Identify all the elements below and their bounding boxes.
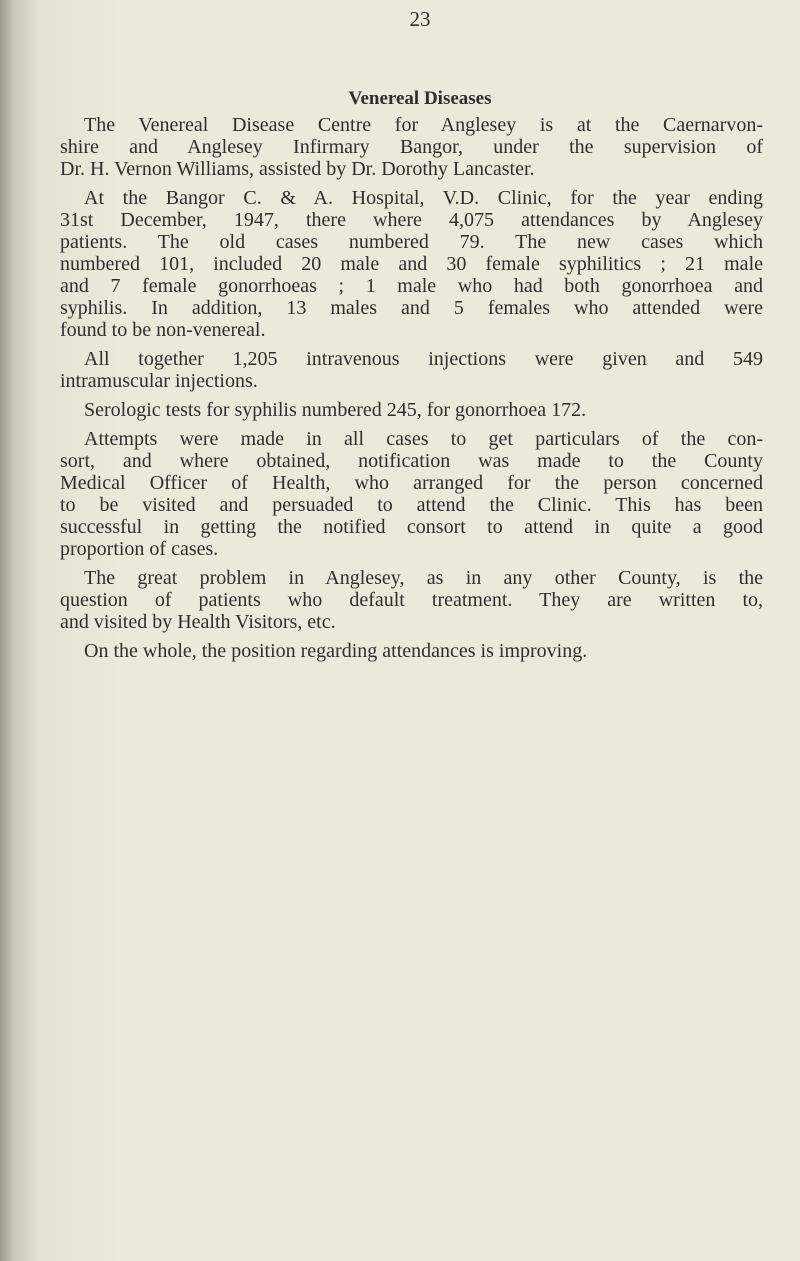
text-line: successful in getting the notified consort to attend in quite a good xyxy=(60,516,763,538)
text-line: Dr. H. Vernon Williams, assisted by Dr. Dorothy Lancaster. xyxy=(60,158,535,180)
section-title: Venereal Diseases xyxy=(348,88,492,109)
text-line: All together 1,205 intravenous injections were given and 549 xyxy=(84,348,763,370)
text-line: and visited by Health Visitors, etc. xyxy=(60,611,336,633)
paragraph xyxy=(60,428,763,560)
text-line: 31st December, 1947, there where 4,075 attendances by Anglesey xyxy=(60,209,763,231)
paragraph xyxy=(60,348,763,392)
paragraph xyxy=(60,187,763,341)
text-line: patients. The old cases numbered 79. The new cases which xyxy=(60,231,763,253)
paragraph xyxy=(60,399,763,421)
text-line: proportion of cases. xyxy=(60,538,219,560)
paragraph xyxy=(60,114,763,180)
paragraph xyxy=(60,567,763,633)
text-line: The Venereal Disease Centre for Anglesey is at the Caernarvon- xyxy=(84,114,763,136)
text-line: to be visited and persuaded to attend the Clinic. This has been xyxy=(60,494,763,516)
document-body xyxy=(60,114,763,669)
text-line: question of patients who default treatment. They are written to, xyxy=(60,589,763,611)
text-line: sort, and where obtained, notification was made to the County xyxy=(60,450,763,472)
text-line: and 7 female gonorrhoeas ; 1 male who had both gonorrhoea and xyxy=(60,275,763,297)
text-line: On the whole, the position regarding attendances is improving. xyxy=(84,640,588,662)
text-line: Serologic tests for syphilis numbered 245, for gonorrhoea 172. xyxy=(84,399,587,421)
text-line: At the Bangor C. & A. Hospital, V.D. Clinic, for the year ending xyxy=(84,187,763,209)
page-number: 23 xyxy=(409,7,431,31)
text-line: intramuscular injections. xyxy=(60,370,258,392)
text-line: numbered 101, included 20 male and 30 female syphilitics ; 21 male xyxy=(60,253,763,275)
text-line: shire and Anglesey Infirmary Bangor, under the supervision of xyxy=(60,136,763,158)
text-line: Medical Officer of Health, who arranged for the person concerned xyxy=(60,472,763,494)
paragraph xyxy=(60,640,763,662)
text-line: syphilis. In addition, 13 males and 5 females who attended were xyxy=(60,297,763,319)
text-line: Attempts were made in all cases to get particulars of the con- xyxy=(84,428,763,450)
text-line: found to be non-venereal. xyxy=(60,319,266,341)
text-line: The great problem in Anglesey, as in any other County, is the xyxy=(84,567,763,589)
